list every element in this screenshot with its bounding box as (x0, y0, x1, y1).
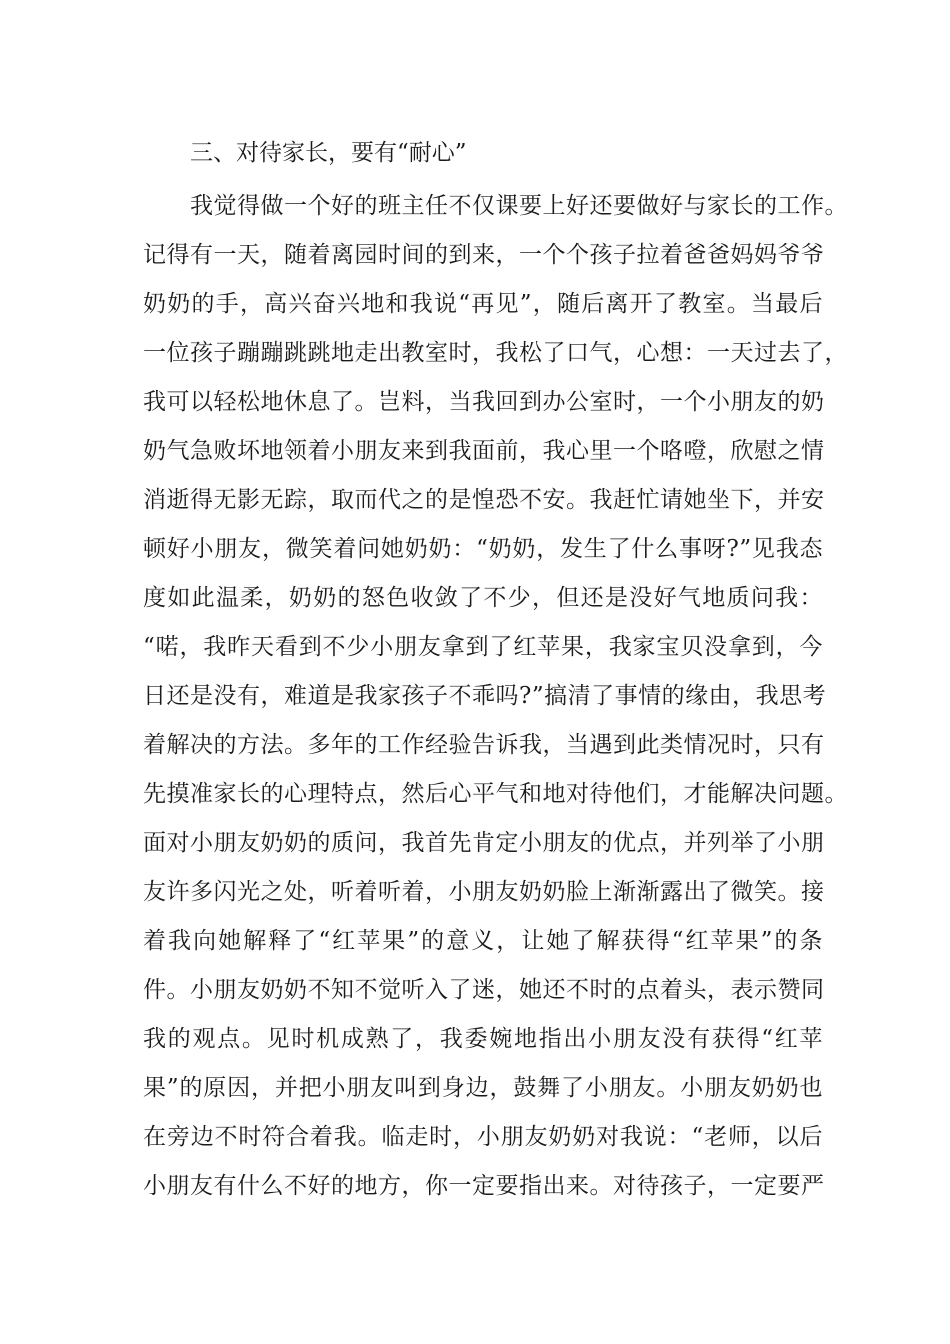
paragraph-line: 着解决的方法。多年的工作经验告诉我，当遇到此类情况时，只有 (143, 732, 825, 758)
paragraph-line: 度如此温柔，奶奶的怒色收敛了不少，但还是没好气地质问我： (143, 585, 823, 611)
paragraph-line: 件。小朋友奶奶不知不觉听入了迷，她还不时的点着头，表示赞同 (143, 977, 825, 1003)
paragraph-line: 消逝得无影无踪，取而代之的是惶恐不安。我赶忙请她坐下，并安 (143, 487, 825, 513)
section-heading: 三、对待家长，要有“耐心” (190, 140, 467, 166)
paragraph-line: 在旁边不时符合着我。临走时，小朋友奶奶对我说：“老师，以后 (143, 1124, 823, 1150)
paragraph-line: 我觉得做一个好的班主任不仅课要上好还要做好与家长的工作。 (190, 193, 848, 219)
paragraph-line: 日还是没有，难道是我家孩子不乖吗?”搞清了事情的缘由，我思考 (143, 683, 827, 709)
paragraph-line: 果”的原因，并把小朋友叫到身边，鼓舞了小朋友。小朋友奶奶也 (143, 1075, 823, 1101)
paragraph-line: 面对小朋友奶奶的质问，我首先肯定小朋友的优点，并列举了小朋 (143, 830, 825, 856)
paragraph-line: 奶气急败坏地领着小朋友来到我面前，我心里一个咯噔，欣慰之情 (143, 438, 825, 464)
paragraph-line: “喏，我昨天看到不少小朋友拿到了红苹果，我家宝贝没拿到，今 (143, 634, 823, 660)
paragraph-line: 我可以轻松地休息了。岂料，当我回到办公室时，一个小朋友的奶 (143, 389, 825, 415)
paragraph-line: 着我向她解释了“红苹果”的意义，让她了解获得“红苹果”的条 (143, 928, 823, 954)
paragraph-line: 顿好小朋友，微笑着问她奶奶：“奶奶，发生了什么事呀?”见我态 (143, 536, 823, 562)
paragraph-line: 记得有一天，随着离园时间的到来，一个个孩子拉着爸爸妈妈爷爷 (143, 242, 825, 268)
paragraph-line: 我的观点。见时机成熟了，我委婉地指出小朋友没有获得“红苹 (143, 1026, 823, 1052)
paragraph-line: 先摸准家长的心理特点，然后心平气和地对待他们，才能解决问题。 (143, 781, 848, 807)
paragraph-line: 小朋友有什么不好的地方，你一定要指出来。对待孩子，一定要严 (143, 1173, 825, 1199)
paragraph-line: 友许多闪光之处，听着听着，小朋友奶奶脸上渐渐露出了微笑。接 (143, 879, 825, 905)
paragraph-line: 一位孩子蹦蹦跳跳地走出教室时，我松了口气，心想：一天过去了， (143, 340, 848, 366)
paragraph-line: 奶奶的手，高兴奋兴地和我说“再见”，随后离开了教室。当最后 (143, 291, 823, 317)
